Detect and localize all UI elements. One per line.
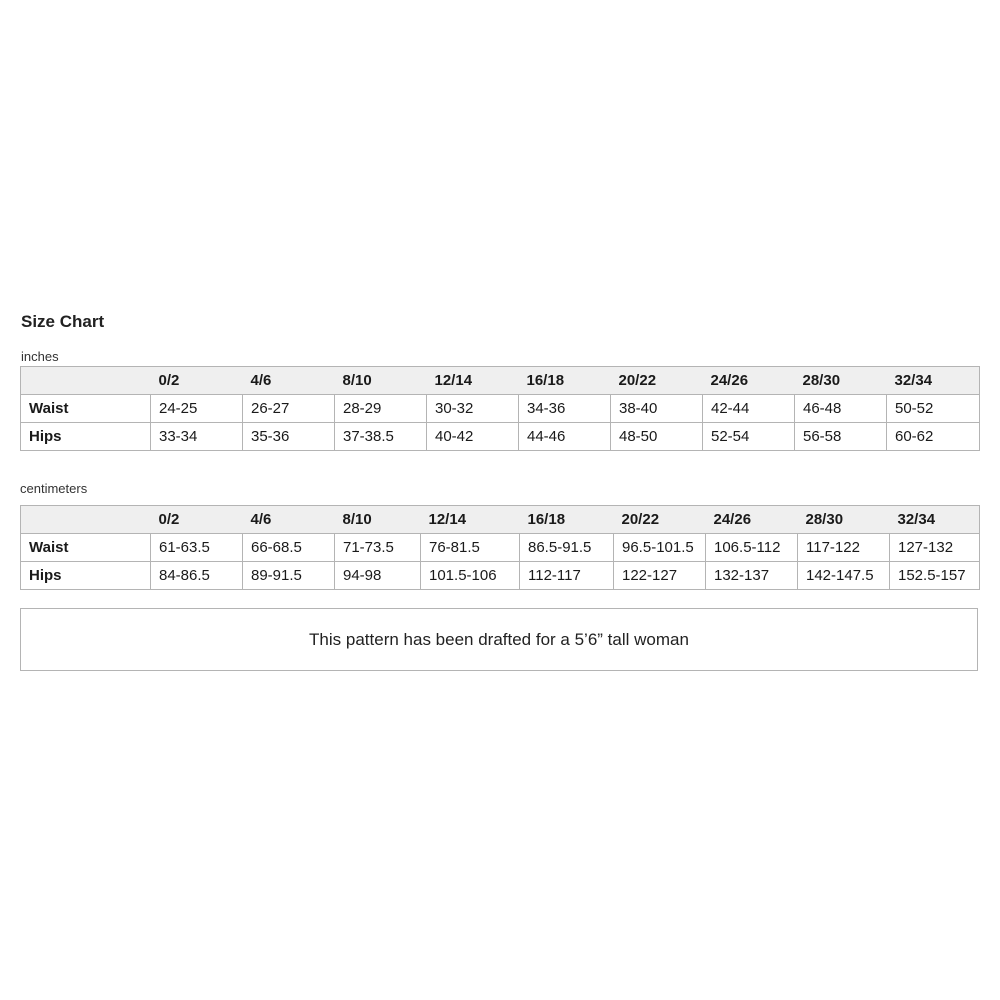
header-cell-size: 16/18	[519, 367, 611, 395]
table-cell: 117-122	[798, 534, 890, 562]
page-title: Size Chart	[21, 312, 105, 331]
table-cell: 61-63.5	[151, 534, 243, 562]
table-cell: 122-127	[614, 562, 706, 590]
size-table-centimeters	[20, 505, 980, 590]
header-cell-size: 20/22	[614, 506, 706, 534]
header-cell-size: 8/10	[335, 367, 427, 395]
header-cell-size: 12/14	[427, 367, 519, 395]
table-cell: 86.5-91.5	[520, 534, 614, 562]
table-cell: 142-147.5	[798, 562, 890, 590]
table-cell: 48-50	[611, 423, 703, 451]
table-cell: 30-32	[427, 395, 519, 423]
header-cell-size: 8/10	[335, 506, 421, 534]
header-cell-size: 24/26	[703, 367, 795, 395]
table-cell: 52-54	[703, 423, 795, 451]
header-cell-size: 32/34	[887, 367, 980, 395]
table-row	[21, 562, 980, 590]
header-cell-size: 12/14	[421, 506, 520, 534]
table-cell: 127-132	[890, 534, 980, 562]
row-label-waist: Waist	[21, 534, 151, 562]
table-cell: 66-68.5	[243, 534, 335, 562]
table-cell: 76-81.5	[421, 534, 520, 562]
table-cell: 106.5-112	[706, 534, 798, 562]
table-cell: 44-46	[519, 423, 611, 451]
header-cell-size: 28/30	[795, 367, 887, 395]
table-header-row	[21, 367, 980, 395]
header-cell-size: 16/18	[520, 506, 614, 534]
row-label-hips: Hips	[21, 423, 151, 451]
header-cell-empty	[21, 506, 151, 534]
header-cell-size: 4/6	[243, 367, 335, 395]
header-cell-size: 20/22	[611, 367, 703, 395]
table-row	[21, 395, 980, 423]
header-cell-empty	[21, 367, 151, 395]
unit-label-inches: inches	[21, 349, 59, 364]
table-cell: 33-34	[151, 423, 243, 451]
row-label-waist: Waist	[21, 395, 151, 423]
table-cell: 94-98	[335, 562, 421, 590]
table-cell: 28-29	[335, 395, 427, 423]
table-cell: 60-62	[887, 423, 980, 451]
table-cell: 101.5-106	[421, 562, 520, 590]
unit-label-centimeters: centimeters	[20, 481, 88, 496]
table-cell: 26-27	[243, 395, 335, 423]
table-cell: 50-52	[887, 395, 980, 423]
height-note-text: This pattern has been drafted for a 5’6” tall woman	[309, 629, 689, 649]
table-cell: 112-117	[520, 562, 614, 590]
table-cell: 35-36	[243, 423, 335, 451]
table-cell: 38-40	[611, 395, 703, 423]
table-cell: 56-58	[795, 423, 887, 451]
header-cell-size: 4/6	[243, 506, 335, 534]
table-cell: 34-36	[519, 395, 611, 423]
table-header-row	[21, 506, 980, 534]
table-cell: 42-44	[703, 395, 795, 423]
table-row	[21, 534, 980, 562]
size-table-inches	[20, 366, 980, 451]
table-cell: 89-91.5	[243, 562, 335, 590]
header-cell-size: 0/2	[151, 506, 243, 534]
table-cell: 46-48	[795, 395, 887, 423]
header-cell-size: 0/2	[151, 367, 243, 395]
table-cell: 152.5-157	[890, 562, 980, 590]
header-cell-size: 28/30	[798, 506, 890, 534]
table-row	[21, 423, 980, 451]
table-cell: 132-137	[706, 562, 798, 590]
table-cell: 96.5-101.5	[614, 534, 706, 562]
table-cell: 40-42	[427, 423, 519, 451]
table-cell: 24-25	[151, 395, 243, 423]
height-note-box	[20, 608, 978, 671]
header-cell-size: 32/34	[890, 506, 980, 534]
header-cell-size: 24/26	[706, 506, 798, 534]
table-cell: 84-86.5	[151, 562, 243, 590]
table-cell: 71-73.5	[335, 534, 421, 562]
row-label-hips: Hips	[21, 562, 151, 590]
table-cell: 37-38.5	[335, 423, 427, 451]
